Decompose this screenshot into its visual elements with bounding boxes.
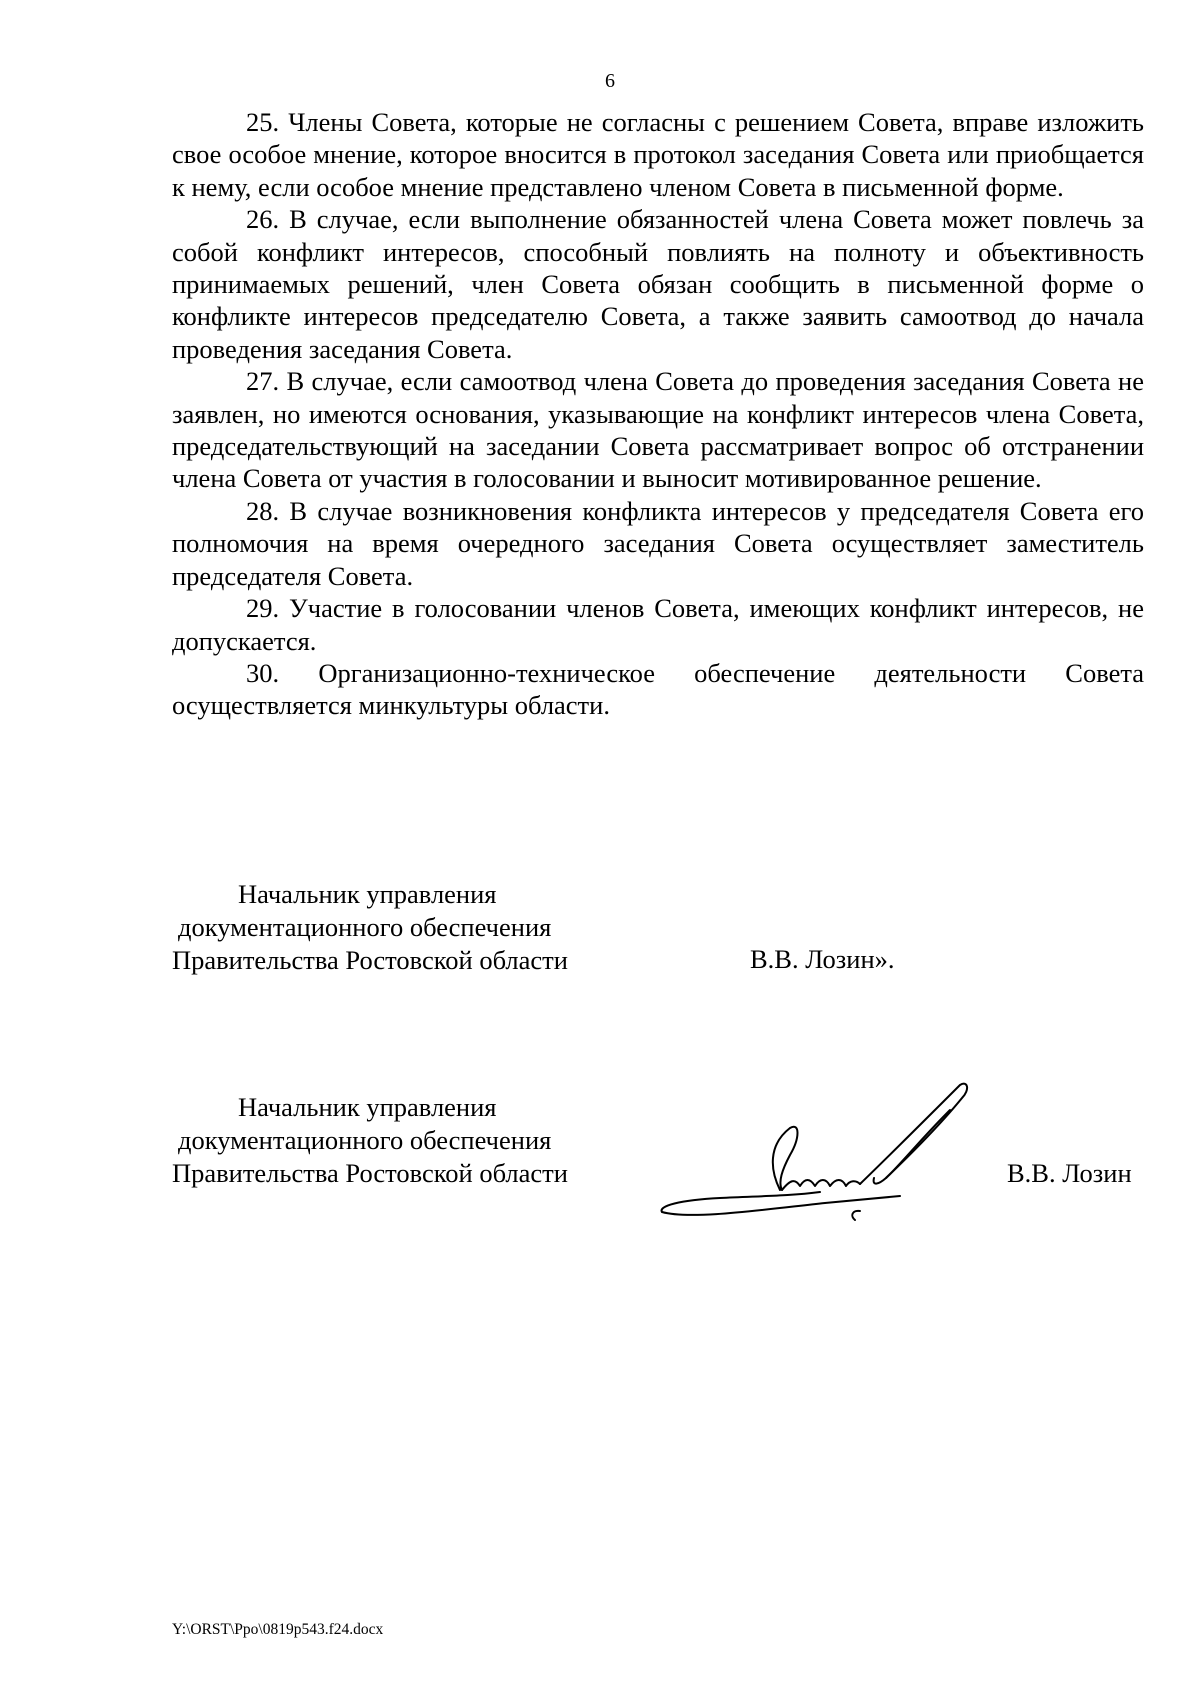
paragraph-30: 30. Организационно-техническое обеспечение деятельности Совета осуществляется минкультуры области. [172,657,1144,721]
paragraph-25: 25. Члены Совета, которые не согласны с решением Совета, вправе изложить свое особое мнение, которое вносится в протокол заседания Совета или приобщается к нему, если особое мнение представлено членом Совета в письменной форме. [172,107,1144,202]
signatory-title-line: документационного обеспечения [178,912,552,942]
paragraph-29: 29. Участие в голосовании членов Совета, имеющих конфликт интересов, не допускается. [172,593,1144,656]
signatory-name-2: В.В. Лозин [1007,1158,1132,1188]
signatory-title-line: Правительства Ростовской области [172,945,568,975]
file-path-footer: Y:\ORST\Ppo\0819p543.f24.docx [172,1621,384,1638]
signatory-title-line: Начальник управления [238,1092,497,1122]
handwritten-signature [650,1070,980,1230]
signatory-title-line: Правительства Ростовской области [172,1158,568,1188]
document-body [172,106,1144,722]
signatory-name-1: В.В. Лозин». [750,944,895,974]
page-number: 6 [605,70,615,92]
paragraph-27: 27. В случае, если самоотвод члена Совета до проведения заседания Совета не заявлен, но имеются основания, указывающие на конфликт интересов члена Совета, председательствующий на заседании Совета рассматривает вопрос об отстранении члена Совета от участия в голосовании и выносит мотивированное решение. [172,366,1144,494]
signatory-title-2 [172,1091,568,1190]
signatory-title-1 [172,878,568,977]
signatory-title-line: документационного обеспечения [178,1125,552,1155]
signatory-title-line: Начальник управления [238,879,497,909]
paragraph-28: 28. В случае возникновения конфликта интересов у председателя Совета его полномочия на время очередного заседания Совета осуществляет заместитель председателя Совета. [172,495,1144,591]
paragraph-26: 26. В случае, если выполнение обязанностей члена Совета может повлечь за собой конфликт интересов, способный повлиять на полноту и объективность принимаемых решений, член Совета обязан сообщить в письменной форме о конфликте интересов председателю Совета, а также заявить самоотвод до начала проведения заседания Совета. [172,204,1144,364]
